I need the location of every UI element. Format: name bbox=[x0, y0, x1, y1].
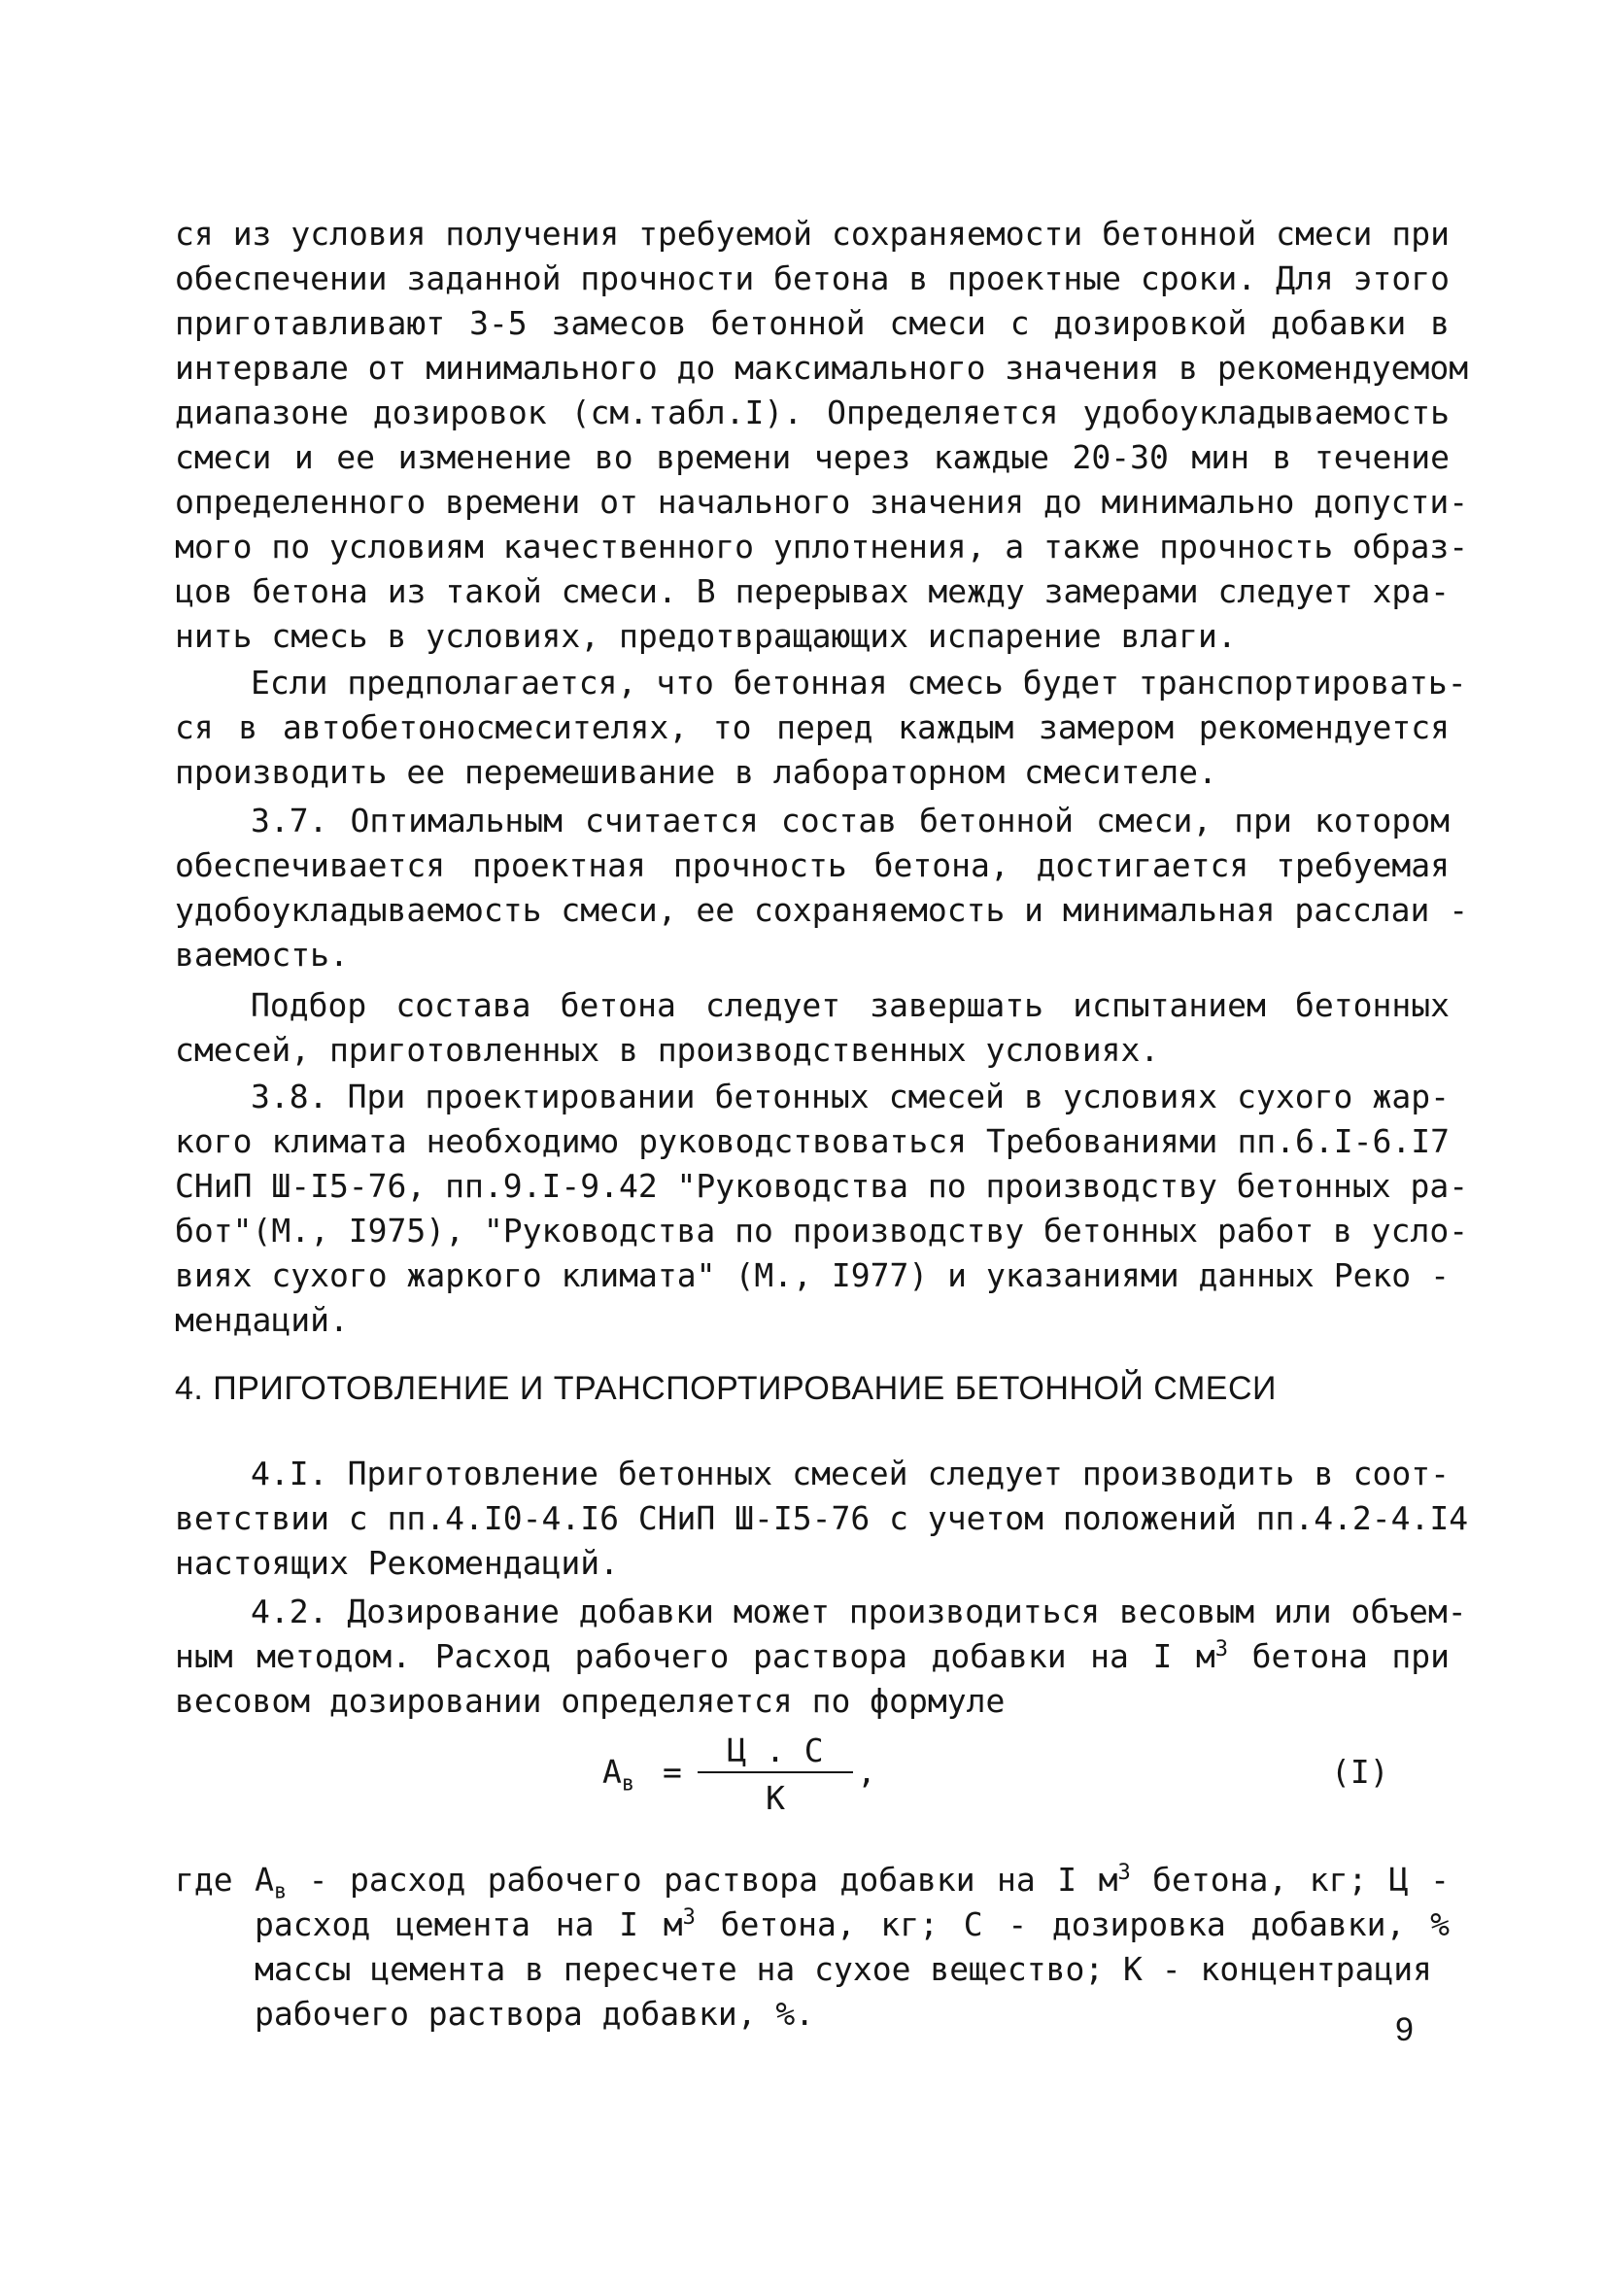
text-line: смеси и ее изменение во времени через каждые 20-30 мин в течение bbox=[175, 438, 1450, 476]
text-line: интервале от минимального до максимального значения в рекомендуемом bbox=[175, 349, 1469, 387]
superscript: 3 bbox=[682, 1905, 696, 1930]
formula-lhs-symbol: А bbox=[602, 1753, 622, 1791]
text-line: весовом дозировании определяется по формуле bbox=[175, 1682, 1006, 1720]
formula-comma: , bbox=[857, 1753, 876, 1791]
text-line bbox=[175, 1634, 1450, 1679]
subscript: в bbox=[273, 1879, 288, 1904]
text-line bbox=[255, 1902, 1450, 1947]
text-line: 4.2. Дозирование добавки может производиться весовым или объем- bbox=[251, 1593, 1467, 1630]
text-line: обеспечении заданной прочности бетона в проектные сроки. Для этого bbox=[175, 259, 1450, 297]
text-line: СНиП Ш-I5-76, пп.9.I-9.42 "Руководства по производству бетонных ра- bbox=[175, 1167, 1469, 1205]
superscript: 3 bbox=[1117, 1861, 1131, 1885]
text-line: цов бетона из такой смеси. В перерывах между замерами следует хра- bbox=[175, 572, 1450, 610]
text-line: кого климата необходимо руководствоваться Требованиями пп.6.I-6.I7 bbox=[175, 1122, 1450, 1160]
text-line: Если предполагается, что бетонная смесь будет транспортировать- bbox=[251, 664, 1467, 702]
formula-lhs bbox=[602, 1753, 635, 1797]
page-number: 9 bbox=[1395, 2011, 1414, 2048]
formula-lhs-subscript: в bbox=[621, 1771, 635, 1797]
text-line: бот"(М., I975), "Руководства по производству бетонных работ в усло- bbox=[175, 1212, 1469, 1250]
text-fragment: бетона, кг; Ц - bbox=[1130, 1861, 1450, 1899]
section-heading: 4. ПРИГОТОВЛЕНИЕ И ТРАНСПОРТИРОВАНИЕ БЕТОННОЙ СМЕСИ bbox=[175, 1370, 1277, 1407]
text-line: 4.I. Приготовление бетонных смесей следует производить в соот- bbox=[251, 1455, 1450, 1492]
text-line: Подбор состава бетона следует завершать испытанием бетонных bbox=[251, 986, 1450, 1024]
text-line: виях сухого жаркого климата" (М., I977) и указаниями данных Реко - bbox=[175, 1256, 1450, 1294]
text-line: настоящих Рекомендаций. bbox=[175, 1544, 619, 1582]
text-line: приготавливают 3-5 замесов бетонной смеси с дозировкой добавки в bbox=[175, 304, 1450, 342]
formula-numerator: Ц . С bbox=[698, 1731, 853, 1773]
text-line: 3.8. При проектировании бетонных смесей в условиях сухого жар- bbox=[251, 1078, 1450, 1115]
formula-fraction bbox=[698, 1731, 853, 1817]
formula-number: (I) bbox=[1331, 1753, 1389, 1791]
text-line: массы цемента в пересчете на сухое вещество; К - концентрация bbox=[255, 1950, 1432, 1988]
text-fragment: ным методом. Расход рабочего раствора добавки на I м bbox=[175, 1637, 1215, 1675]
text-line: рабочего раствора добавки, %. bbox=[255, 1995, 815, 2033]
text-fragment: расход цемента на I м bbox=[255, 1905, 683, 1943]
text-line: ветствии с пп.4.I0-4.I6 СНиП Ш-I5-76 с учетом положений пп.4.2-4.I4 bbox=[175, 1499, 1469, 1537]
formula-denominator: К bbox=[766, 1779, 785, 1817]
text-fragment: - расход рабочего раствора добавки на I м bbox=[287, 1861, 1118, 1899]
text-line: ся из условия получения требуемой сохраняемости бетонной смеси при bbox=[175, 215, 1450, 253]
text-line: удобоукладываемость смеси, ее сохраняемость и минимальная расслаи - bbox=[175, 891, 1469, 929]
text-line: 3.7. Оптимальным считается состав бетонной смеси, при котором bbox=[251, 802, 1450, 840]
superscript: 3 bbox=[1214, 1637, 1229, 1662]
text-line: мендаций. bbox=[175, 1301, 349, 1339]
text-line: определенного времени от начального значения до минимально допусти- bbox=[175, 483, 1469, 521]
text-line bbox=[175, 1858, 1450, 1902]
text-line: ваемость. bbox=[175, 936, 349, 974]
text-line: нить смесь в условиях, предотвращающих испарение влаги. bbox=[175, 617, 1237, 655]
text-line: производить ее перемешивание в лабораторном смесителе. bbox=[175, 753, 1217, 791]
text-fragment: бетона, кг; С - дозировка добавки, % bbox=[695, 1905, 1450, 1943]
text-fragment: бетона при bbox=[1228, 1637, 1451, 1675]
text-line: смесей, приготовленных в производственных условиях. bbox=[175, 1031, 1160, 1069]
text-line: обеспечивается проектная прочность бетона, достигается требуемая bbox=[175, 846, 1450, 884]
formula-equals: = bbox=[663, 1753, 682, 1791]
formula bbox=[602, 1731, 894, 1838]
text-line: мого по условиям качественного уплотнения, а также прочность образ- bbox=[175, 528, 1469, 565]
text-line: диапазоне дозировок (см.табл.I). Определяется удобоукладываемость bbox=[175, 394, 1450, 431]
text-fragment: где А bbox=[175, 1861, 274, 1899]
text-line: ся в автобетоносмесителях, то перед каждым замером рекомендуется bbox=[175, 708, 1450, 746]
